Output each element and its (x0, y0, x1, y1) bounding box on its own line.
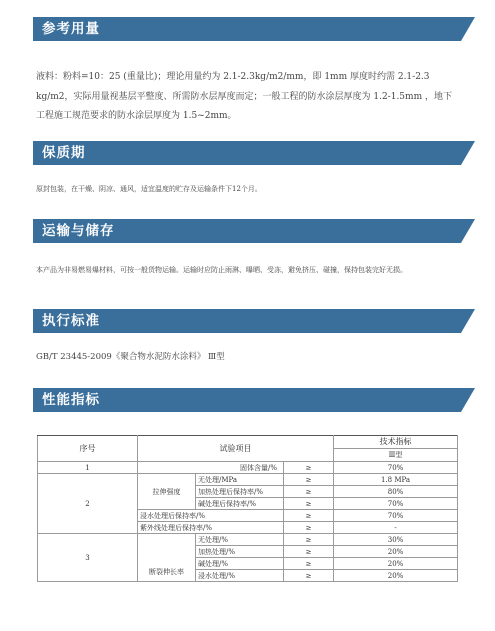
section-banner-performance (33, 388, 461, 412)
row-op: ≥ (284, 486, 334, 498)
section-banner-shelf-life (33, 141, 461, 165)
row-value: 30% (334, 534, 458, 546)
shelf-life-text: 原封包装，在干燥、阴凉、通风，适宜温度的贮存及运输条件下12个月。 (36, 185, 262, 193)
section-banner-standard (33, 309, 461, 333)
row-item: 无处理/MPa (196, 474, 284, 486)
row-item: 加热处理后保持率/% (196, 486, 284, 498)
section-banner-usage (33, 17, 461, 41)
performance-table (37, 435, 458, 582)
table-row (38, 474, 458, 486)
row-value: 80% (334, 486, 458, 498)
header-item: 试验项目 (138, 436, 334, 462)
group-name: 拉伸强度 (138, 474, 196, 510)
row-item: 加热处理/% (196, 546, 284, 558)
row-value: 20% (334, 558, 458, 570)
table-row (38, 462, 458, 474)
row-value: - (334, 522, 458, 534)
group-name: 断裂伸长率 (138, 534, 196, 582)
header-no: 序号 (38, 436, 138, 462)
usage-text: 液料：粉料=10：25 (重量比)；理论用量约为 2.1-2.3kg/m2/mm，即 1mm 厚度时约需 2.1-2.3 kg/m2，实际用量视基层平整度、所需防水层厚度而定；一般工程的防水涂层厚度为 1.2-1.5mm ，地下工程施工规范要求的防水涂层厚度为 1.5~2mm。 (36, 72, 452, 121)
row-item: 碱处理后保持率/% (196, 498, 284, 510)
row-item: 浸水处理/% (196, 570, 284, 582)
transport-text: 本产品为非易燃易爆材料，可按一般货物运输。运输时应防止雨淋、曝晒、受冻，避免挤压、碰撞，保持包装完好无损。 (36, 266, 407, 274)
section-title-performance: 性能指标 (42, 392, 100, 408)
row-op: ≥ (284, 498, 334, 510)
header-spec: 技术指标 (334, 436, 458, 449)
row-op: ≥ (284, 570, 334, 582)
row-op: ≥ (284, 474, 334, 486)
row-item: 无处理/% (196, 534, 284, 546)
section-title-transport: 运输与储存 (42, 223, 115, 239)
row-item: 浸水处理后保持率/% (138, 510, 284, 522)
row-op: ≥ (284, 558, 334, 570)
table-row (38, 534, 458, 546)
section-title-standard: 执行标准 (42, 313, 100, 329)
header-type: Ⅲ型 (334, 449, 458, 462)
row-item: 紫外线处理后保持率/% (138, 522, 284, 534)
row-value: 20% (334, 546, 458, 558)
section-banner-transport (33, 219, 461, 243)
row-no: 2 (38, 474, 138, 534)
row-no: 1 (38, 462, 138, 474)
section-title-usage: 参考用量 (42, 21, 100, 37)
row-op: ≥ (284, 534, 334, 546)
row-item: 固体含量/% (138, 462, 284, 474)
standard-text: GB/T 23445-2009《聚合物水泥防水涂料》 Ⅲ型 (36, 352, 225, 362)
row-value: 1.8 MPa (334, 474, 458, 486)
row-op: ≥ (284, 462, 334, 474)
row-no: 3 (38, 534, 138, 582)
row-value: 70% (334, 510, 458, 522)
row-item: 碱处理/% (196, 558, 284, 570)
row-op: ≥ (284, 546, 334, 558)
section-title-shelf-life: 保质期 (42, 145, 86, 161)
row-value: 70% (334, 462, 458, 474)
row-value: 70% (334, 498, 458, 510)
row-value: 20% (334, 570, 458, 582)
row-op: ≥ (284, 522, 334, 534)
row-op: ≥ (284, 510, 334, 522)
